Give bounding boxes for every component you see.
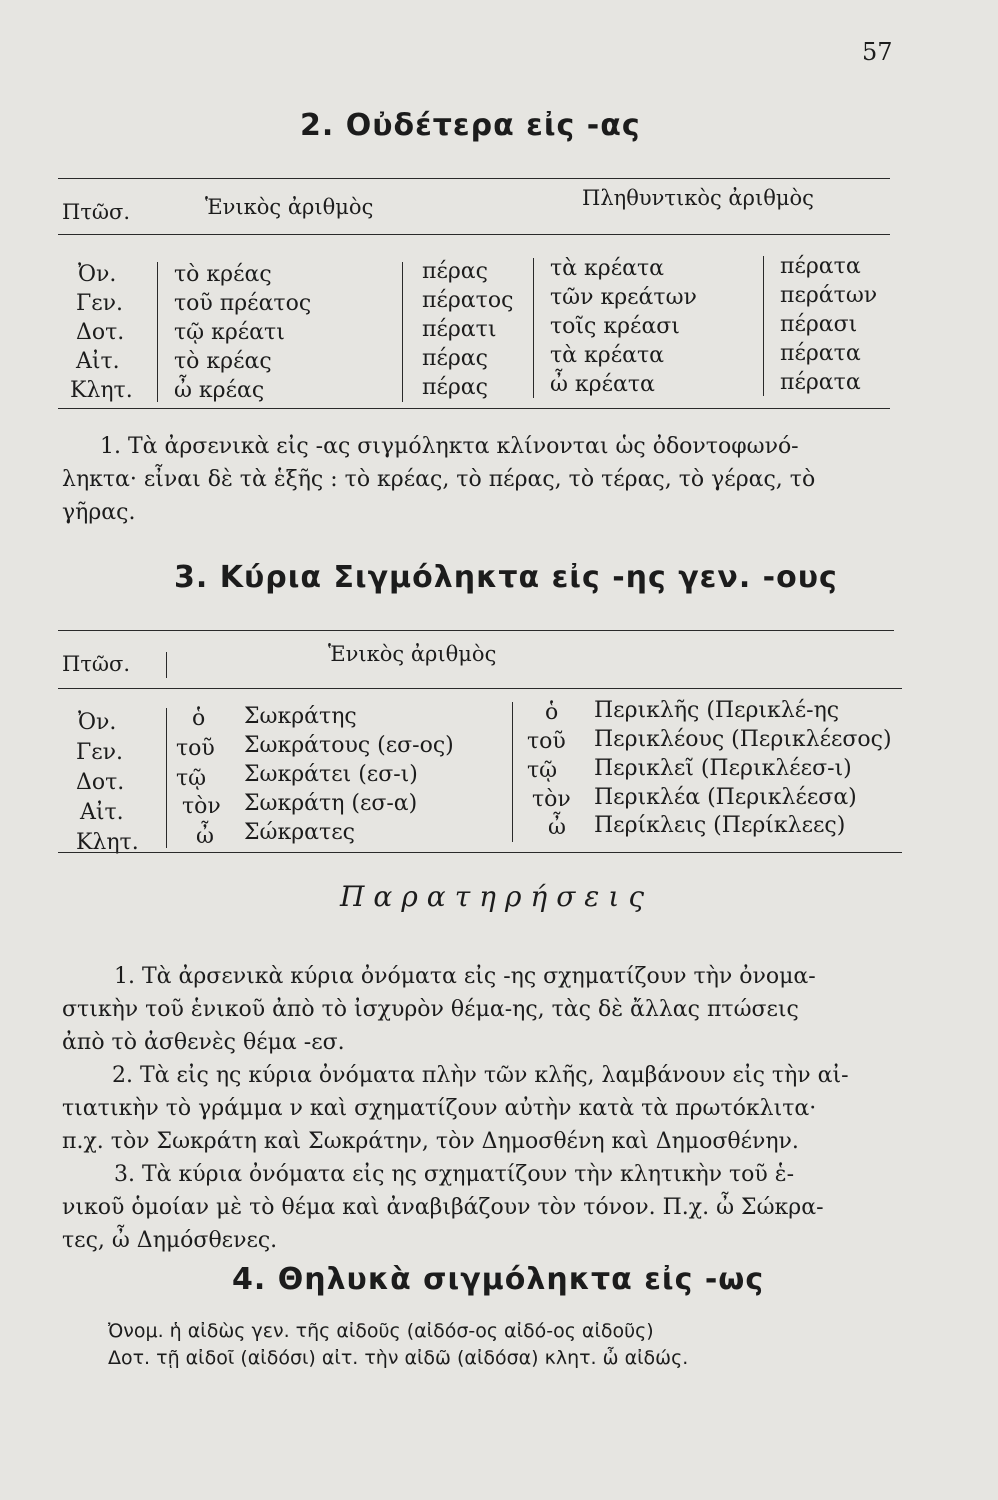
table-cell: Περίκλεις (Περίκλεες) [594,813,846,838]
observation-line: 2. Τὰ εἰς ης κύρια ὀνόματα πλὴν τῶν κλῆς, λαμβάνουν εἰς τὴν αἰ- [112,1063,849,1088]
column-divider [763,256,764,396]
article: τὸν [532,787,571,812]
observation-line: τες, ὦ Δημόσθενες. [62,1228,278,1253]
note-line: ληκτα· εἶναι δὲ τὰ ἑξῆς : τὸ κρέας, τὸ πέρας, τὸ τέρας, τὸ γέρας, τὸ [62,467,816,492]
table-cell: πέρατα [780,370,861,395]
article: τοῦ [176,736,215,761]
table-cell: τῷ κρέατι [174,320,285,345]
table-cell: Σωκράτης [244,704,357,729]
column-divider [512,702,513,842]
case-label: Αἰτ. [76,349,120,374]
observations-text [62,960,904,1257]
article: ὦ [196,824,214,849]
table-cell: Σωκράτη (εσ-α) [244,791,418,816]
table-cell: πέρας [422,346,488,371]
table-cell: Σωκράτους (εσ-ος) [244,733,454,758]
section-3-title: 3. Κύρια Σιγμόληκτα εἰς -ης γεν. -ους [174,560,838,595]
article: ὁ [192,706,206,731]
table-header-rule [58,688,902,689]
table-cell: περάτων [780,283,878,308]
case-label: Ὀν. [78,710,117,735]
singular-column-header: Ἑνικὸς ἀριθμὸς [328,642,497,666]
table-cell: πέρατι [422,317,497,342]
table-cell: τὸ κρέας [174,349,272,374]
case-label: Κλητ. [76,830,139,855]
case-label: Δοτ. [76,770,125,795]
table-header-rule [58,234,890,235]
table-cell: Περικλέους (Περικλέεσος) [594,727,892,752]
table-cell: πέρας [422,375,488,400]
case-column-header: Πτῶσ. [62,200,131,224]
observation-line: 1. Τὰ ἀρσενικὰ κύρια ὀνόματα εἰς -ης σχηματίζουν τὴν ὀνομα- [114,964,816,989]
observation-line: 3. Τὰ κύρια ὀνόματα εἰς ης σχηματίζουν τὴν κλητικὴν τοῦ ἑ- [114,1162,795,1187]
table-cell: Περικλεῖ (Περικλέεσ-ι) [594,756,852,781]
article: τῷ [527,758,558,783]
observation-line: νικοῦ ὁμοίαν μὲ τὸ θέμα καὶ ἀναβιβάζουν τὸν τόνον. Π.χ. ὦ Σώκρα- [62,1195,824,1220]
table-cell: ὦ κρέατα [550,372,655,397]
article: ὦ [548,815,566,840]
table-cell: πέρατα [780,254,861,279]
table-cell: πέρατα [780,341,861,366]
note-line: 1. Τὰ ἀρσενικὰ εἰς -ας σιγμόληκτα κλίνονται ὡς ὀδοντοφωνό- [100,434,799,459]
column-divider [166,708,167,848]
observation-line: ἀπὸ τὸ ἀσθενὲς θέμα -εσ. [62,1030,345,1055]
observation-line: τιατικὴν τὸ γράμμα ν καὶ σχηματίζουν αὐτὴν κατὰ τὰ πρωτόκλιτα· [62,1096,817,1121]
section-4-title: 4. Θηλυκὰ σιγμόληκτα εἰς -ως [232,1262,765,1297]
table-cell: τοῖς κρέασι [550,314,680,339]
table-cell: Σώκρατες [244,820,355,845]
observations-title: Παρατηρήσεις [340,880,653,913]
table-cell: Περικλῆς (Περικλέ-ης [594,698,840,723]
section-2-note [62,430,904,529]
declension-line: Ὀνομ. ἡ αἰδὼς γεν. τῆς αἰδοῦς (αἰδόσ-ος αἰδό-ος αἰδοῦς) [108,1320,654,1342]
table-cell: πέρατος [422,288,514,313]
column-divider [157,262,158,402]
table-cell: τὰ κρέατα [550,343,664,368]
plural-column-header: Πληθυντικὸς ἀριθμὸς [582,186,814,210]
table-cell: τοῦ πρέατος [174,291,312,316]
table-bottom-rule [58,852,902,853]
singular-column-header: Ἑνικὸς ἀριθμὸς [205,195,374,219]
column-divider [166,652,167,678]
case-label: Δοτ. [76,320,125,345]
article: τῷ [176,766,207,791]
table-cell: Περικλέα (Περικλέεσα) [594,785,857,810]
column-divider [402,262,403,402]
table-top-rule [58,178,890,179]
table-cell: τὸ κρέας [174,262,272,287]
table-top-rule [58,630,894,631]
declension-line: Δοτ. τῇ αἰδοῖ (αἰδόσι) αἰτ. τὴν αἰδῶ (αἰδόσα) κλητ. ὦ αἰδώς. [108,1347,689,1369]
case-label: Γεν. [76,291,124,316]
case-label: Αἰτ. [80,800,124,825]
case-label: Γεν. [76,740,124,765]
column-divider [533,258,534,398]
section-2-title: 2. Οὐδέτερα εἰς -ας [300,108,641,143]
table-cell: ὦ κρέας [174,378,265,403]
table-cell: πέρας [422,259,488,284]
page-number: 57 [862,38,893,66]
article: τὸν [182,794,221,819]
case-column-header: Πτῶσ. [62,652,131,676]
table-bottom-rule [58,408,890,409]
observation-line: στικὴν τοῦ ἑνικοῦ ἀπὸ τὸ ἰσχυρὸν θέμα-ης, τὰς δὲ ἄλλας πτώσεις [62,997,799,1022]
table-cell: πέρασι [780,312,858,337]
table-cell: Σωκράτει (εσ-ι) [244,762,418,787]
article: τοῦ [527,729,566,754]
note-line: γῆρας. [62,500,136,525]
observation-line: π.χ. τὸν Σωκράτη καὶ Σωκράτην, τὸν Δημοσθένη καὶ Δημοσθένην. [62,1129,799,1154]
table-cell: τῶν κρεάτων [550,285,697,310]
table-cell: τὰ κρέατα [550,256,664,281]
article: ὁ [545,700,559,725]
case-label: Κλητ. [70,378,133,403]
case-label: Ὀν. [78,262,117,287]
